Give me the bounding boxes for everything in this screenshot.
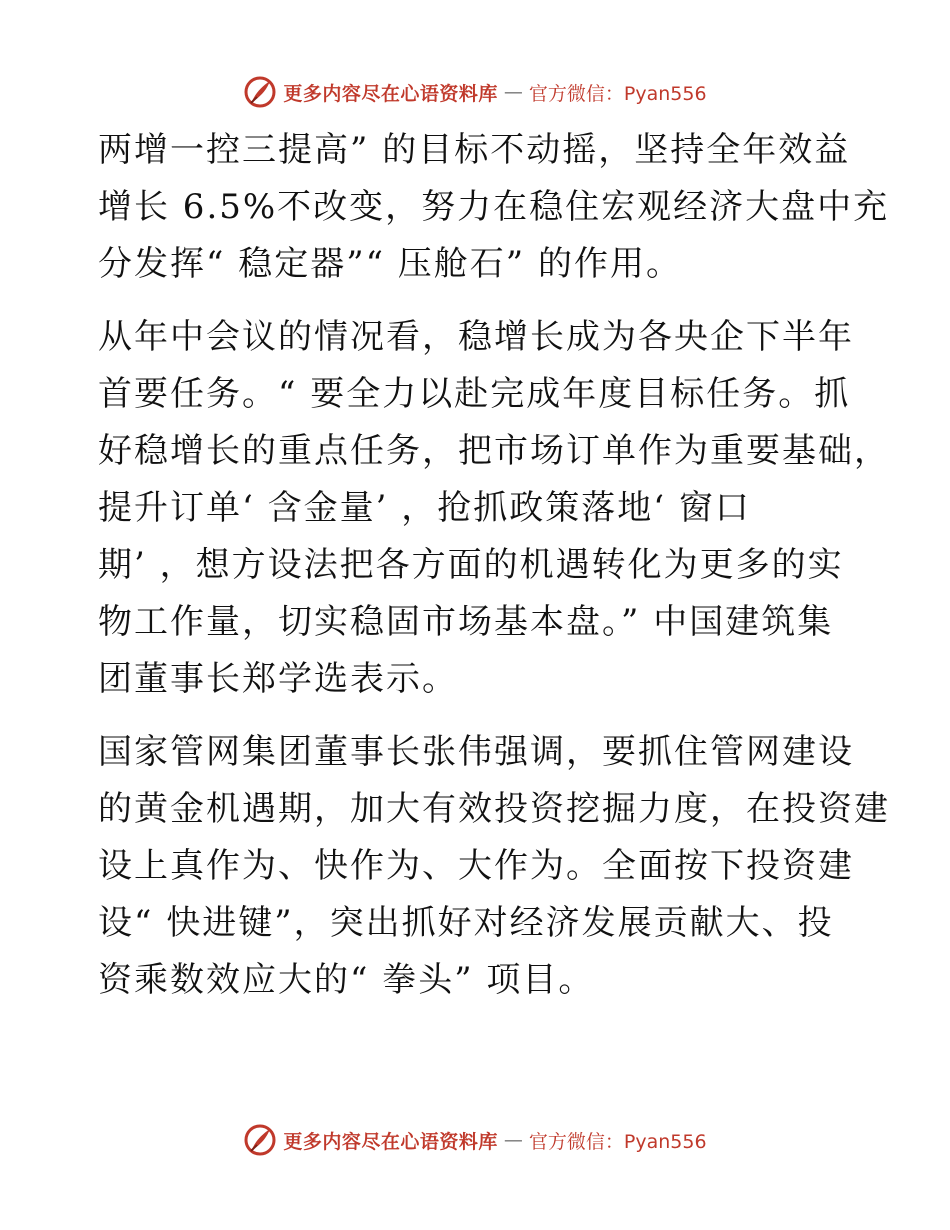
watermark-separator: — [503,81,523,103]
paragraph-line: 资乘数效应大的“ 拳头” 项目。 [98,960,595,1000]
paragraph-line: 团董事长郑学选表示。 [98,659,458,699]
paragraph-2 [98,309,890,708]
paragraph-line: 国家管网集团董事长张伟强调，要抓住管网建设 [98,732,854,772]
watermark-contact-text: 官方微信：Pyan556 [528,1130,707,1153]
watermark-site-text: 更多内容尽在心语资料库 [283,1130,498,1153]
paragraph-line: 设上真作为、快作为、大作为。全面按下投资建 [98,846,854,886]
paragraph-line: 增长 6.5%不改变，努力在稳住宏观经济大盘中充 [98,187,890,227]
paragraph-line: 分发挥“ 稳定器”“ 压舱石” 的作用。 [98,244,682,284]
paragraph-line: 好稳增长的重点任务，把市场订单作为重要基础， [98,431,890,471]
watermark-separator: — [503,1129,523,1151]
paragraph-1 [98,122,890,293]
paragraph-line: 提升订单‘ 含金量’ ，抢抓政策落地‘ 窗口 [98,488,751,528]
watermark-contact-text: 官方微信：Pyan556 [528,82,707,105]
paragraph-line: 物工作量，切实稳固市场基本盘。” 中国建筑集 [98,602,834,642]
paragraph-line: 设“ 快进键”，突出抓好对经济发展贡献大、投 [98,903,834,943]
footer-watermark [0,1120,950,1160]
paragraph-3 [98,724,890,1009]
watermark-site-text: 更多内容尽在心语资料库 [283,82,498,105]
header-watermark [0,72,950,112]
paragraph-line: 期’ ，想方设法把各方面的机遇转化为更多的实 [98,545,844,585]
quill-logo-icon [243,75,277,109]
paragraph-line: 的黄金机遇期，加大有效投资挖掘力度，在投资建 [98,789,890,829]
paragraph-line: 两增一控三提高” 的目标不动摇，坚持全年效益 [98,130,851,170]
document-body [98,122,890,1025]
quill-logo-icon [243,1123,277,1157]
paragraph-line: 从年中会议的情况看，稳增长成为各央企下半年 [98,317,854,357]
paragraph-line: 首要任务。“ 要全力以赴完成年度目标任务。抓 [98,374,851,414]
